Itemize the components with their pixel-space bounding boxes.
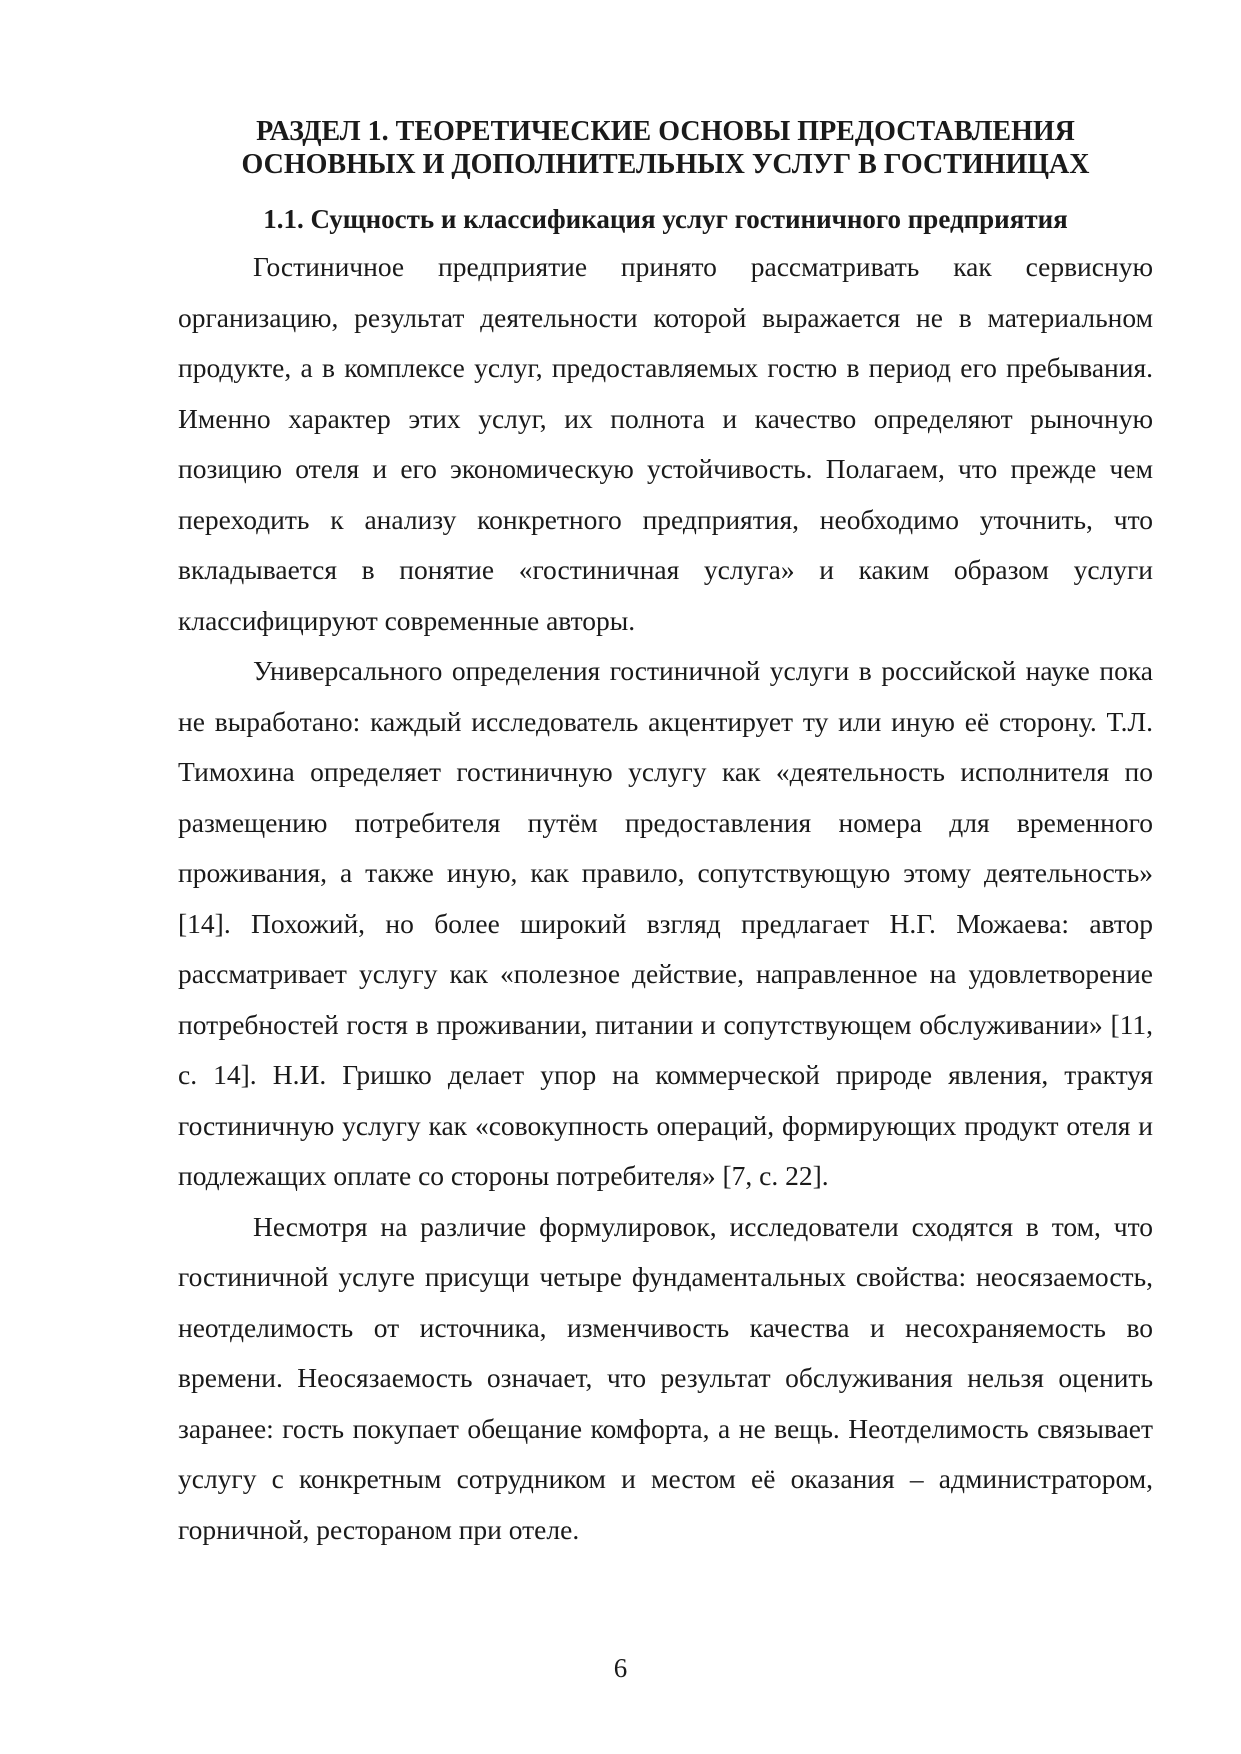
- body-paragraph-2: Универсального определения гостиничной услуги в российской науке пока не выработано: каждый исследователь акцентирует ту или иную её сторону. Т.Л. Тимохина определяет гостиничную услугу как «деятельность исполнителя по размещению потребителя путём предоставления номера для временного проживания, а также иную, как правило, сопутствующую этому деятельность» [14]. Похожий, но более широкий взгляд предлагает Н.Г. Можаева: автор рассматривает услугу как «полезное действие, направленное на удовлетворение потребностей гостя в проживании, питании и сопутствующем обслуживании» [11, с. 14]. Н.И. Гришко делает упор на коммерческой природе явления, трактуя гостиничную услугу как «совокупность операций, формирующих продукт отеля и подлежащих оплате со стороны потребителя» [7, с. 22].: [178, 655, 1153, 1191]
- section-title: [178, 115, 1153, 181]
- section-title-line-2: ОСНОВНЫХ И ДОПОЛНИТЕЛЬНЫХ УСЛУГ В ГОСТИНИЦАХ: [241, 149, 1090, 180]
- body-paragraph-1: Гостиничное предприятие принято рассматривать как сервисную организацию, результат деятельности которой выражается не в материальном продукте, а в комплексе услуг, предоставляемых гостю в период его пребывания. Именно характер этих услуг, их полнота и качество определяют рыночную позицию отеля и его экономическую устойчивость. Полагаем, что прежде чем переходить к анализу конкретного предприятия, необходимо уточнить, что вкладывается в понятие «гостиничная услуга» и каким образом услуги классифицируют современные авторы.: [178, 251, 1153, 636]
- page-content: [178, 115, 1153, 1555]
- page-number: 6: [613, 1653, 628, 1683]
- subsection-title: 1.1. Сущность и классификация услуг гостиничного предприятия: [263, 204, 1068, 234]
- body-paragraph-3: Несмотря на различие формулировок, исследователи сходятся в том, что гостиничной услуге присущи четыре фундаментальных свойства: неосязаемость, неотделимость от источника, изменчивость качества и несохраняемость во времени. Неосязаемость означает, что результат обслуживания нельзя оценить заранее: гость покупает обещание комфорта, а не вещь. Неотделимость связывает услугу с конкретным сотрудником и местом её оказания – администратором, горничной, рестораном при отеле.: [178, 1210, 1153, 1545]
- section-title-line-1: РАЗДЕЛ 1. ТЕОРЕТИЧЕСКИЕ ОСНОВЫ ПРЕДОСТАВЛЕНИЯ: [256, 116, 1075, 147]
